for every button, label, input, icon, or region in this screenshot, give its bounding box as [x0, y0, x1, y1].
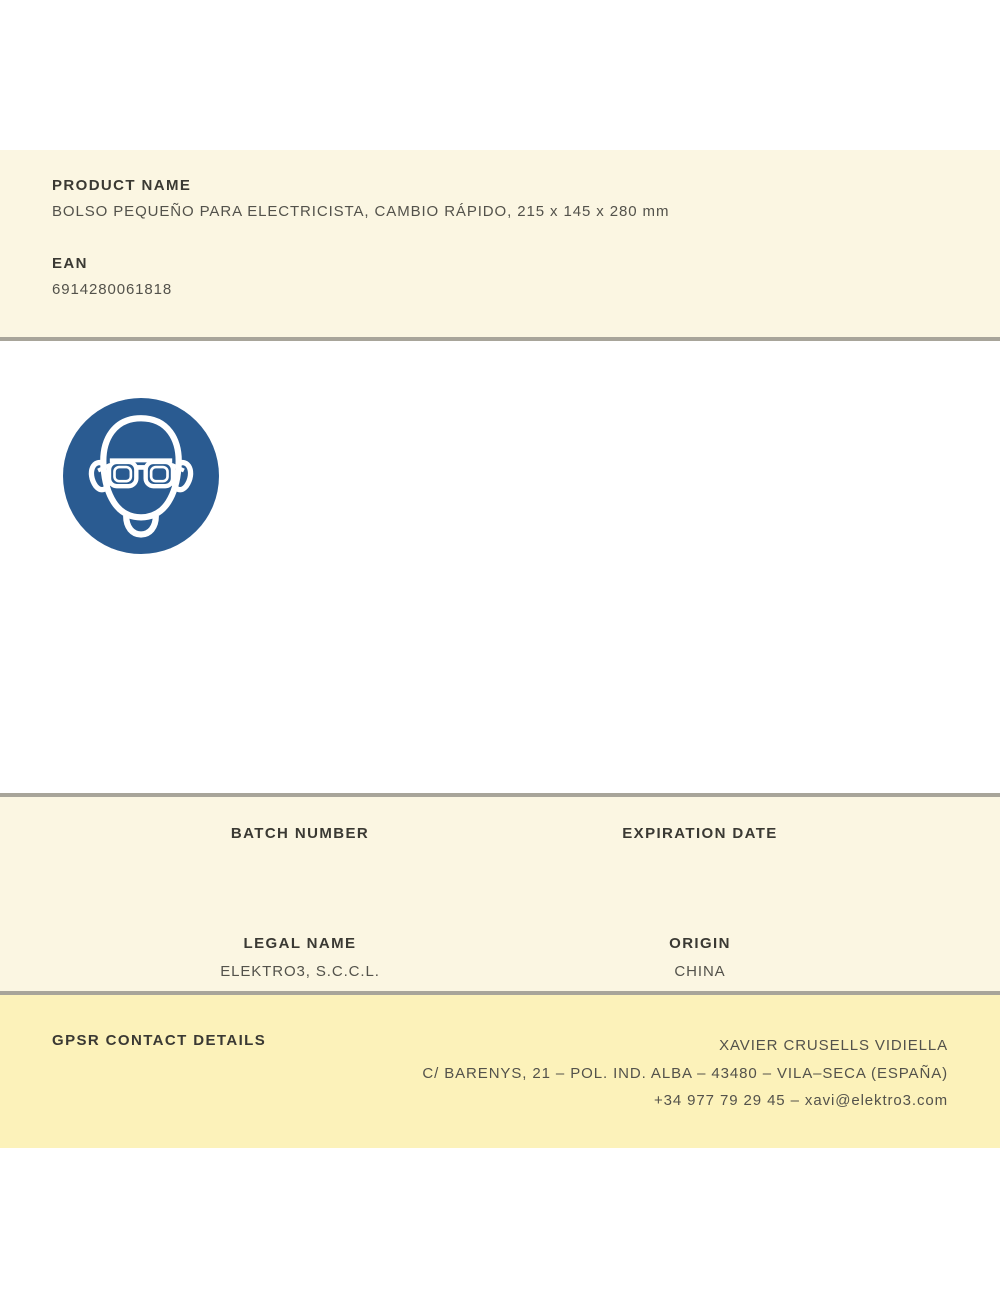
gpsr-contact-name: XAVIER CRUSELLS VIDIELLA	[719, 1037, 948, 1054]
wear-eye-protection-icon	[63, 398, 219, 554]
batch-number-label: BATCH NUMBER	[230, 825, 370, 842]
gpsr-contact-address: C/ BARENYS, 21 – POL. IND. ALBA – 43480 – VILA–SECA (ESPAÑA)	[422, 1064, 948, 1082]
ean-label: EAN	[52, 255, 88, 272]
batch-origin-section	[0, 793, 1000, 991]
gpsr-contact-section	[0, 991, 1000, 1148]
product-info-section	[0, 150, 1000, 341]
legal-name-label: LEGAL NAME	[243, 935, 357, 952]
gpsr-contact-block	[266, 1032, 948, 1115]
expiration-date-label: EXPIRATION DATE	[622, 825, 778, 842]
product-name-value: BOLSO PEQUEÑO PARA ELECTRICISTA, CAMBIO RÁPIDO, 215 x 145 x 280 mm	[52, 203, 670, 220]
batch-number-value	[100, 853, 500, 871]
origin-value: CHINA	[674, 963, 726, 980]
product-name-label: PRODUCT NAME	[52, 177, 192, 194]
ean-block	[52, 255, 948, 298]
gpsr-contact-phone-email: +34 977 79 29 45 – xavi@elektro3.com	[653, 1092, 948, 1109]
pictogram-section	[0, 341, 1000, 793]
legal-name-value: ELEKTRO3, S.C.C.L.	[220, 963, 380, 980]
expiration-date-value	[500, 853, 900, 871]
origin-label: ORIGIN	[669, 935, 731, 952]
gpsr-contact-label: GPSR CONTACT DETAILS	[52, 1032, 267, 1049]
ean-value: 6914280061818	[52, 281, 173, 298]
